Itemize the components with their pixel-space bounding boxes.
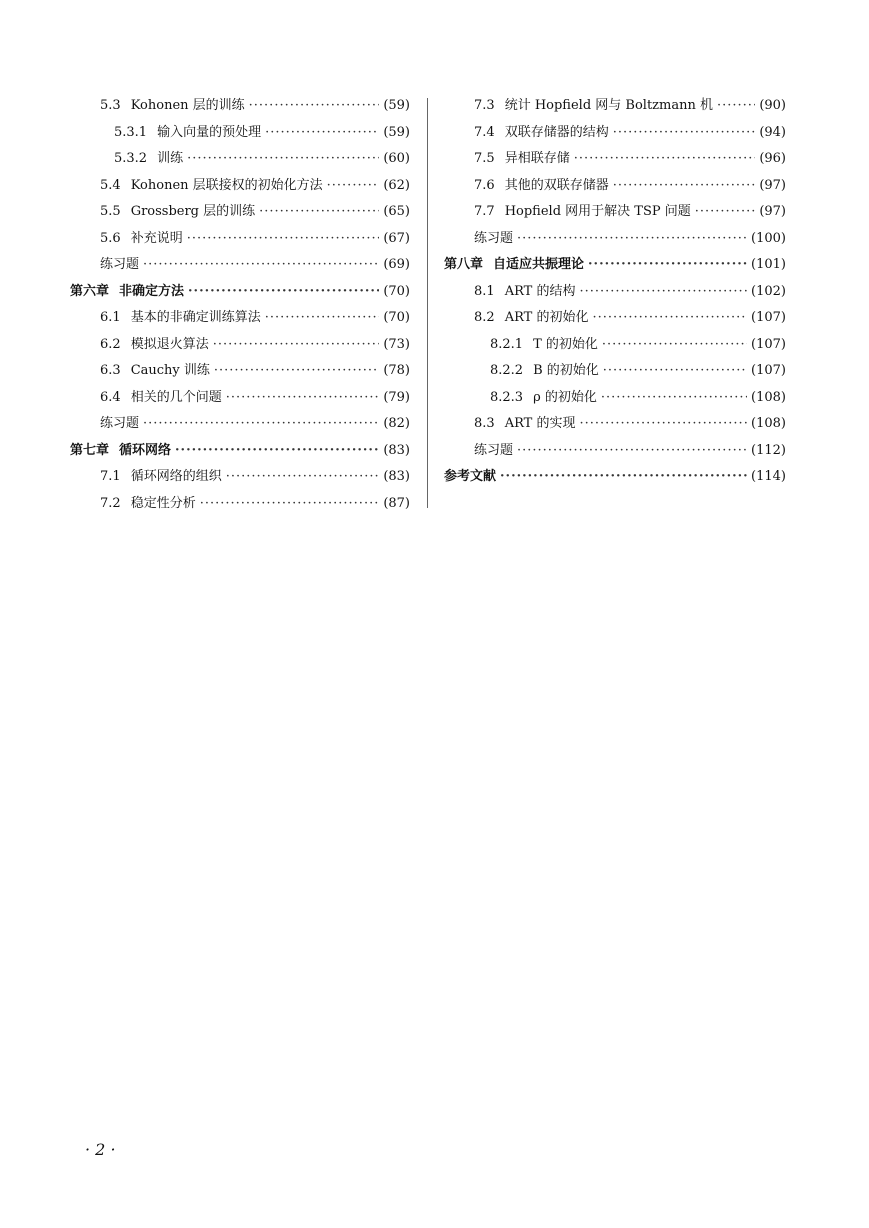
toc-entry [444,438,786,465]
toc-entry-title: 稳定性分析 [130,495,196,511]
dot-leader [588,252,747,279]
toc-entry-number: 6.2 [100,336,121,352]
toc-entry [70,438,410,465]
toc-entry-page: (78) [383,363,410,378]
toc-entry-title: 参考文献 [444,469,497,484]
toc-entry-number: 5.5 [100,204,121,219]
toc-entry [444,411,786,438]
toc-entry [444,332,786,359]
toc-entry-title: 循环网络的组织 [130,469,222,484]
toc-entry-title: ART 的实现 [504,416,576,431]
toc-entry [70,199,410,226]
toc-entry [70,226,410,253]
toc-entry [444,385,786,412]
toc-entry-page: (97) [759,177,786,193]
toc-entry-number: 5.4 [100,177,121,193]
toc-entry [70,93,410,120]
toc-entry [444,120,786,147]
toc-entry-page: (83) [383,442,410,458]
toc-entry-number: 5.3.1 [114,124,148,140]
toc-entry-page: (102) [751,283,786,299]
dot-leader [187,226,380,253]
toc-entry-number: 8.2.2 [490,363,524,378]
toc-entry [70,305,410,332]
dot-leader [175,438,379,465]
toc-entry [70,120,410,147]
dot-leader [188,279,379,306]
dot-leader [265,120,379,147]
toc-entry-title: 异相联存储 [504,151,570,166]
toc-entry-title: Grossberg 层的训练 [130,204,256,219]
toc-right-column [444,93,786,491]
toc-entry-title: T 的初始化 [533,336,598,352]
toc-entry [70,491,410,518]
toc-entry-number: 8.2 [474,310,495,325]
toc-entry-number: 6.3 [100,363,121,378]
dot-leader [603,358,747,385]
dot-leader [200,491,380,518]
toc-entry-page: (112) [751,442,786,458]
dot-leader [143,252,379,279]
toc-entry-page: (108) [751,389,786,405]
toc-entry-page: (107) [751,310,786,325]
toc-entry-title: 相关的几个问题 [130,389,222,405]
toc-entry-page: (87) [383,495,410,511]
toc-entry-page: (82) [383,416,410,431]
toc-entry [444,199,786,226]
toc-entry [444,252,786,279]
toc-entry-title: 训练 [157,151,184,166]
toc-entry [70,279,410,306]
toc-entry-page: (79) [383,389,410,405]
toc-entry-page: (108) [751,416,786,431]
toc-entry-title: 其他的双联存储器 [504,177,609,193]
toc-entry-title: 模拟退火算法 [130,336,209,352]
toc-entry-number: 7.3 [474,98,495,113]
toc-entry-page: (67) [383,230,410,246]
dot-leader [592,305,747,332]
dot-leader [213,332,380,359]
toc-entry-number: 6.1 [100,310,121,325]
toc-entry-title: 练习题 [100,416,140,431]
toc-entry-title: Kohonen 层的训练 [130,98,245,113]
toc-entry-page: (70) [383,310,410,325]
toc-entry-page: (100) [751,230,786,246]
toc-entry-title: 练习题 [474,230,514,246]
toc-entry-number: 第七章 [70,442,110,458]
dot-leader [602,332,747,359]
toc-entry-title: Kohonen 层联接权的初始化方法 [130,177,323,193]
toc-entry-number: 7.6 [474,177,495,193]
toc-entry-title: B 的初始化 [533,363,599,378]
dot-leader [517,226,747,253]
toc-entry [444,305,786,332]
toc-entry-title: 补充说明 [130,230,183,246]
toc-entry-title: ART 的结构 [504,283,576,299]
toc-entry-page: (97) [759,204,786,219]
toc-entry [70,332,410,359]
toc-entry-title: Cauchy 训练 [130,363,210,378]
toc-entry [70,411,410,438]
dot-leader [143,411,379,438]
toc-entry-page: (94) [759,124,786,140]
toc-entry-page: (69) [383,257,410,272]
toc-entry [444,173,786,200]
dot-leader [249,93,380,120]
toc-entry-number: 7.4 [474,124,495,140]
dot-leader [327,173,380,200]
toc-entry-page: (59) [383,98,410,113]
toc-entry-title: 基本的非确定训练算法 [130,310,261,325]
dot-leader [226,464,380,491]
toc-entry-number: 5.3 [100,98,121,113]
toc-entry-number: 8.3 [474,416,495,431]
toc-entry [70,252,410,279]
toc-entry-title: 自适应共振理论 [493,257,585,272]
toc-left-column [70,93,410,517]
dot-leader [574,146,756,173]
toc-entry-title: 非确定方法 [119,283,185,299]
toc-entry-title: ρ 的初始化 [533,389,597,405]
toc-entry-page: (107) [751,363,786,378]
toc-entry [444,358,786,385]
toc-entry-page: (96) [759,151,786,166]
dot-leader [500,464,747,491]
toc-entry-number: 7.1 [100,469,121,484]
dot-leader [265,305,380,332]
toc-entry-page: (62) [383,177,410,193]
toc-entry [70,173,410,200]
toc-entry-title: ART 的初始化 [504,310,589,325]
page-number: · 2 · [85,1140,116,1159]
toc-entry-title: 统计 Hopfield 网与 Boltzmann 机 [504,98,713,113]
toc-entry [444,93,786,120]
toc-entry-page: (70) [383,283,410,299]
dot-leader [717,93,755,120]
toc-entry-number: 7.5 [474,151,495,166]
toc-entry-title: 练习题 [100,257,140,272]
toc-entry-number: 5.6 [100,230,121,246]
toc-entry-number: 5.3.2 [114,151,148,166]
toc-entry [444,464,786,491]
dot-leader [187,146,379,173]
toc-entry-number: 7.2 [100,495,121,511]
dot-leader [579,279,747,306]
toc-entry-number: 8.1 [474,283,495,299]
toc-entry-number: 7.7 [474,204,495,219]
toc-entry-page: (73) [383,336,410,352]
toc-entry-page: (60) [383,151,410,166]
toc-entry [444,146,786,173]
toc-entry-page: (65) [383,204,410,219]
dot-leader [613,173,756,200]
toc-entry [444,279,786,306]
dot-leader [259,199,379,226]
dot-leader [601,385,747,412]
toc-entry-page: (101) [751,257,786,272]
toc-entry [444,226,786,253]
toc-entry [70,358,410,385]
toc-entry-page: (90) [759,98,786,113]
dot-leader [517,438,747,465]
dot-leader [214,358,379,385]
toc-entry-number: 8.2.1 [490,336,524,352]
toc-entry [70,146,410,173]
column-divider [427,98,428,508]
dot-leader [613,120,756,147]
toc-entry [70,464,410,491]
toc-entry-title: 双联存储器的结构 [504,124,609,140]
toc-entry-title: 输入向量的预处理 [157,124,262,140]
toc-entry-title: 练习题 [474,442,514,458]
toc-entry-title: Hopfield 网用于解决 TSP 问题 [504,204,691,219]
toc-entry-page: (59) [383,124,410,140]
toc-entry-number: 6.4 [100,389,121,405]
toc-entry-page: (107) [751,336,786,352]
dot-leader [579,411,747,438]
toc-entry-number: 8.2.3 [490,389,524,405]
dot-leader [695,199,756,226]
toc-entry-page: (83) [383,469,410,484]
toc-entry [70,385,410,412]
toc-entry-title: 循环网络 [119,442,172,458]
toc-entry-page: (114) [751,469,786,484]
dot-leader [226,385,380,412]
toc-entry-number: 第六章 [70,283,110,299]
toc-entry-number: 第八章 [444,257,484,272]
